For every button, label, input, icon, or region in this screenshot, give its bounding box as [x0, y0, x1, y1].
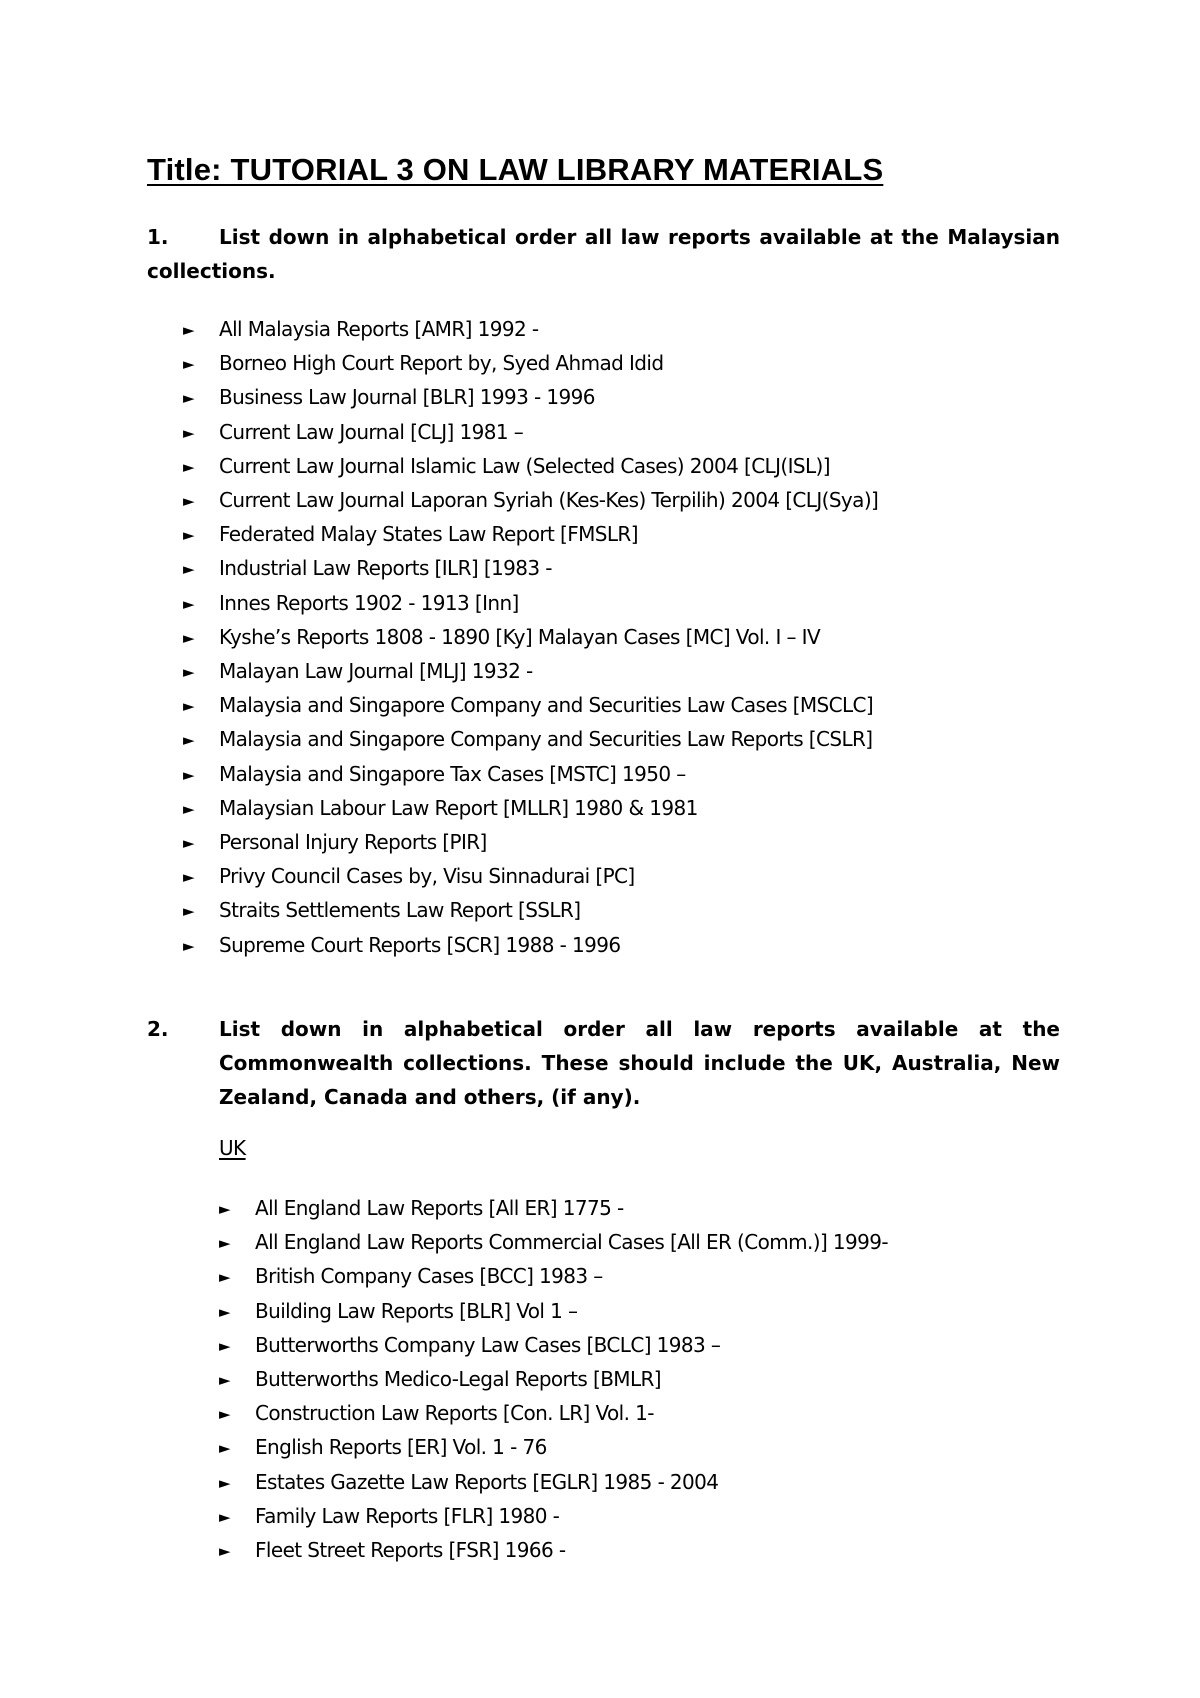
- arrow-bullet-icon: ►: [219, 1268, 231, 1287]
- list-item: [219, 1396, 888, 1430]
- list-item: [183, 415, 878, 449]
- list-item: [219, 1430, 888, 1464]
- list-item: [183, 551, 878, 585]
- list-item-text: Malaysia and Singapore Company and Securities Law Cases [MSCLC]: [219, 693, 874, 718]
- list-item: [219, 1465, 888, 1499]
- list-item-text: Industrial Law Reports [ILR] [1983 -: [219, 556, 552, 581]
- list-item-text: Family Law Reports [FLR] 1980 -: [255, 1503, 560, 1528]
- arrow-bullet-icon: ►: [219, 1302, 231, 1321]
- arrow-bullet-icon: ►: [183, 936, 195, 955]
- arrow-bullet-icon: ►: [219, 1405, 231, 1424]
- list-item-text: Construction Law Reports [Con. LR] Vol. 1-: [255, 1401, 654, 1426]
- list-item: [219, 1499, 888, 1533]
- document-title: Title: TUTORIAL 3 ON LAW LIBRARY MATERIALS: [147, 152, 884, 187]
- question-1: [147, 220, 1060, 288]
- malaysian-law-reports-list: [183, 312, 878, 962]
- arrow-bullet-icon: ►: [219, 1234, 231, 1253]
- list-item-text: Borneo High Court Report by, Syed Ahmad Idid: [219, 351, 664, 376]
- list-item: [219, 1362, 888, 1396]
- arrow-bullet-icon: ►: [183, 628, 195, 647]
- question-2-number: 2.: [147, 1017, 169, 1041]
- list-item: [219, 1533, 888, 1567]
- list-item: [183, 517, 878, 551]
- list-item-text: All Malaysia Reports [AMR] 1992 -: [219, 317, 539, 341]
- list-item: [219, 1328, 888, 1362]
- list-item: [183, 483, 878, 517]
- arrow-bullet-icon: ►: [183, 423, 195, 442]
- list-item-text: Estates Gazette Law Reports [EGLR] 1985 - 2004: [255, 1469, 719, 1494]
- list-item: [183, 346, 878, 380]
- list-item: [183, 586, 878, 620]
- list-item: [183, 380, 878, 414]
- question-2: [147, 1012, 1060, 1114]
- arrow-bullet-icon: ►: [219, 1542, 231, 1561]
- list-item-text: All England Law Reports [All ER] 1775 -: [255, 1196, 624, 1220]
- list-item-text: Business Law Journal [BLR] 1993 - 1996: [219, 385, 595, 410]
- list-item: [219, 1191, 888, 1225]
- list-item: [219, 1225, 888, 1259]
- list-item-text: Personal Injury Reports [PIR]: [219, 830, 487, 855]
- list-item-text: Butterworths Company Law Cases [BCLC] 1983 –: [255, 1332, 721, 1357]
- list-item: [183, 859, 878, 893]
- arrow-bullet-icon: ►: [219, 1473, 231, 1492]
- arrow-bullet-icon: ►: [183, 697, 195, 716]
- arrow-bullet-icon: ►: [183, 457, 195, 476]
- question-2-text: List down in alphabetical order all law reports available at the Commonwealth collections. These should include the UK, Australia, New Zealand, Canada and others, (if any).: [219, 1017, 1060, 1109]
- list-item-text: Malaysia and Singapore Company and Securities Law Reports [CSLR]: [219, 727, 873, 752]
- list-item: [183, 312, 878, 346]
- list-item-text: Kyshe’s Reports 1808 - 1890 [Ky] Malayan Cases [MC] Vol. I – IV: [219, 624, 821, 649]
- list-item-text: Current Law Journal Islamic Law (Selected Cases) 2004 [CLJ(ISL)]: [219, 453, 830, 478]
- list-item-text: Fleet Street Reports [FSR] 1966 -: [255, 1538, 566, 1563]
- list-item-text: Supreme Court Reports [SCR] 1988 - 1996: [219, 932, 621, 957]
- list-item: [183, 893, 878, 927]
- list-item-text: Straits Settlements Law Report [SSLR]: [219, 898, 581, 923]
- arrow-bullet-icon: ►: [183, 321, 195, 339]
- list-item: [183, 825, 878, 859]
- list-item-text: Federated Malay States Law Report [FMSLR]: [219, 522, 638, 547]
- list-item: [183, 928, 878, 962]
- list-item: [219, 1294, 888, 1328]
- arrow-bullet-icon: ►: [183, 594, 195, 613]
- list-item: [183, 757, 878, 791]
- arrow-bullet-icon: ►: [183, 492, 195, 511]
- list-item-text: Butterworths Medico-Legal Reports [BMLR]: [255, 1367, 662, 1392]
- question-1-number: 1.: [147, 225, 169, 249]
- arrow-bullet-icon: ►: [183, 868, 195, 887]
- list-item-text: Current Law Journal [CLJ] 1981 –: [219, 419, 524, 444]
- list-item-text: English Reports [ER] Vol. 1 - 76: [255, 1435, 547, 1460]
- question-1-text: List down in alphabetical order all law reports available at the Malaysian collections.: [147, 225, 1060, 283]
- list-item: [219, 1259, 888, 1293]
- arrow-bullet-icon: ►: [219, 1507, 231, 1526]
- list-item: [183, 688, 878, 722]
- list-item-text: All England Law Reports Commercial Cases [All ER (Comm.)] 1999-: [255, 1230, 889, 1255]
- list-item-text: British Company Cases [BCC] 1983 –: [255, 1264, 603, 1289]
- arrow-bullet-icon: ►: [183, 799, 195, 818]
- list-item-text: Building Law Reports [BLR] Vol 1 –: [255, 1298, 578, 1323]
- arrow-bullet-icon: ►: [183, 834, 195, 853]
- arrow-bullet-icon: ►: [219, 1371, 231, 1390]
- arrow-bullet-icon: ►: [183, 389, 195, 408]
- uk-law-reports-list: [219, 1191, 888, 1567]
- arrow-bullet-icon: ►: [219, 1336, 231, 1355]
- list-item-text: Malaysian Labour Law Report [MLLR] 1980 & 1981: [219, 795, 698, 820]
- arrow-bullet-icon: ►: [183, 355, 195, 374]
- list-item: [183, 791, 878, 825]
- list-item: [183, 620, 878, 654]
- list-item: [183, 722, 878, 756]
- list-item: [183, 449, 878, 483]
- list-item-text: Innes Reports 1902 - 1913 [Inn]: [219, 590, 519, 615]
- list-item-text: Current Law Journal Laporan Syriah (Kes-Kes) Terpilih) 2004 [CLJ(Sya)]: [219, 488, 879, 513]
- list-item-text: Privy Council Cases by, Visu Sinnadurai [PC]: [219, 864, 635, 889]
- arrow-bullet-icon: ►: [183, 765, 195, 784]
- list-item-text: Malayan Law Journal [MLJ] 1932 -: [219, 659, 533, 684]
- arrow-bullet-icon: ►: [183, 902, 195, 921]
- arrow-bullet-icon: ►: [183, 526, 195, 545]
- arrow-bullet-icon: ►: [219, 1439, 231, 1458]
- uk-subheading: UK: [219, 1136, 246, 1160]
- arrow-bullet-icon: ►: [183, 663, 195, 682]
- list-item: [183, 654, 878, 688]
- arrow-bullet-icon: ►: [183, 731, 195, 750]
- arrow-bullet-icon: ►: [183, 560, 195, 579]
- arrow-bullet-icon: ►: [219, 1200, 231, 1218]
- list-item-text: Malaysia and Singapore Tax Cases [MSTC] 1950 –: [219, 761, 686, 786]
